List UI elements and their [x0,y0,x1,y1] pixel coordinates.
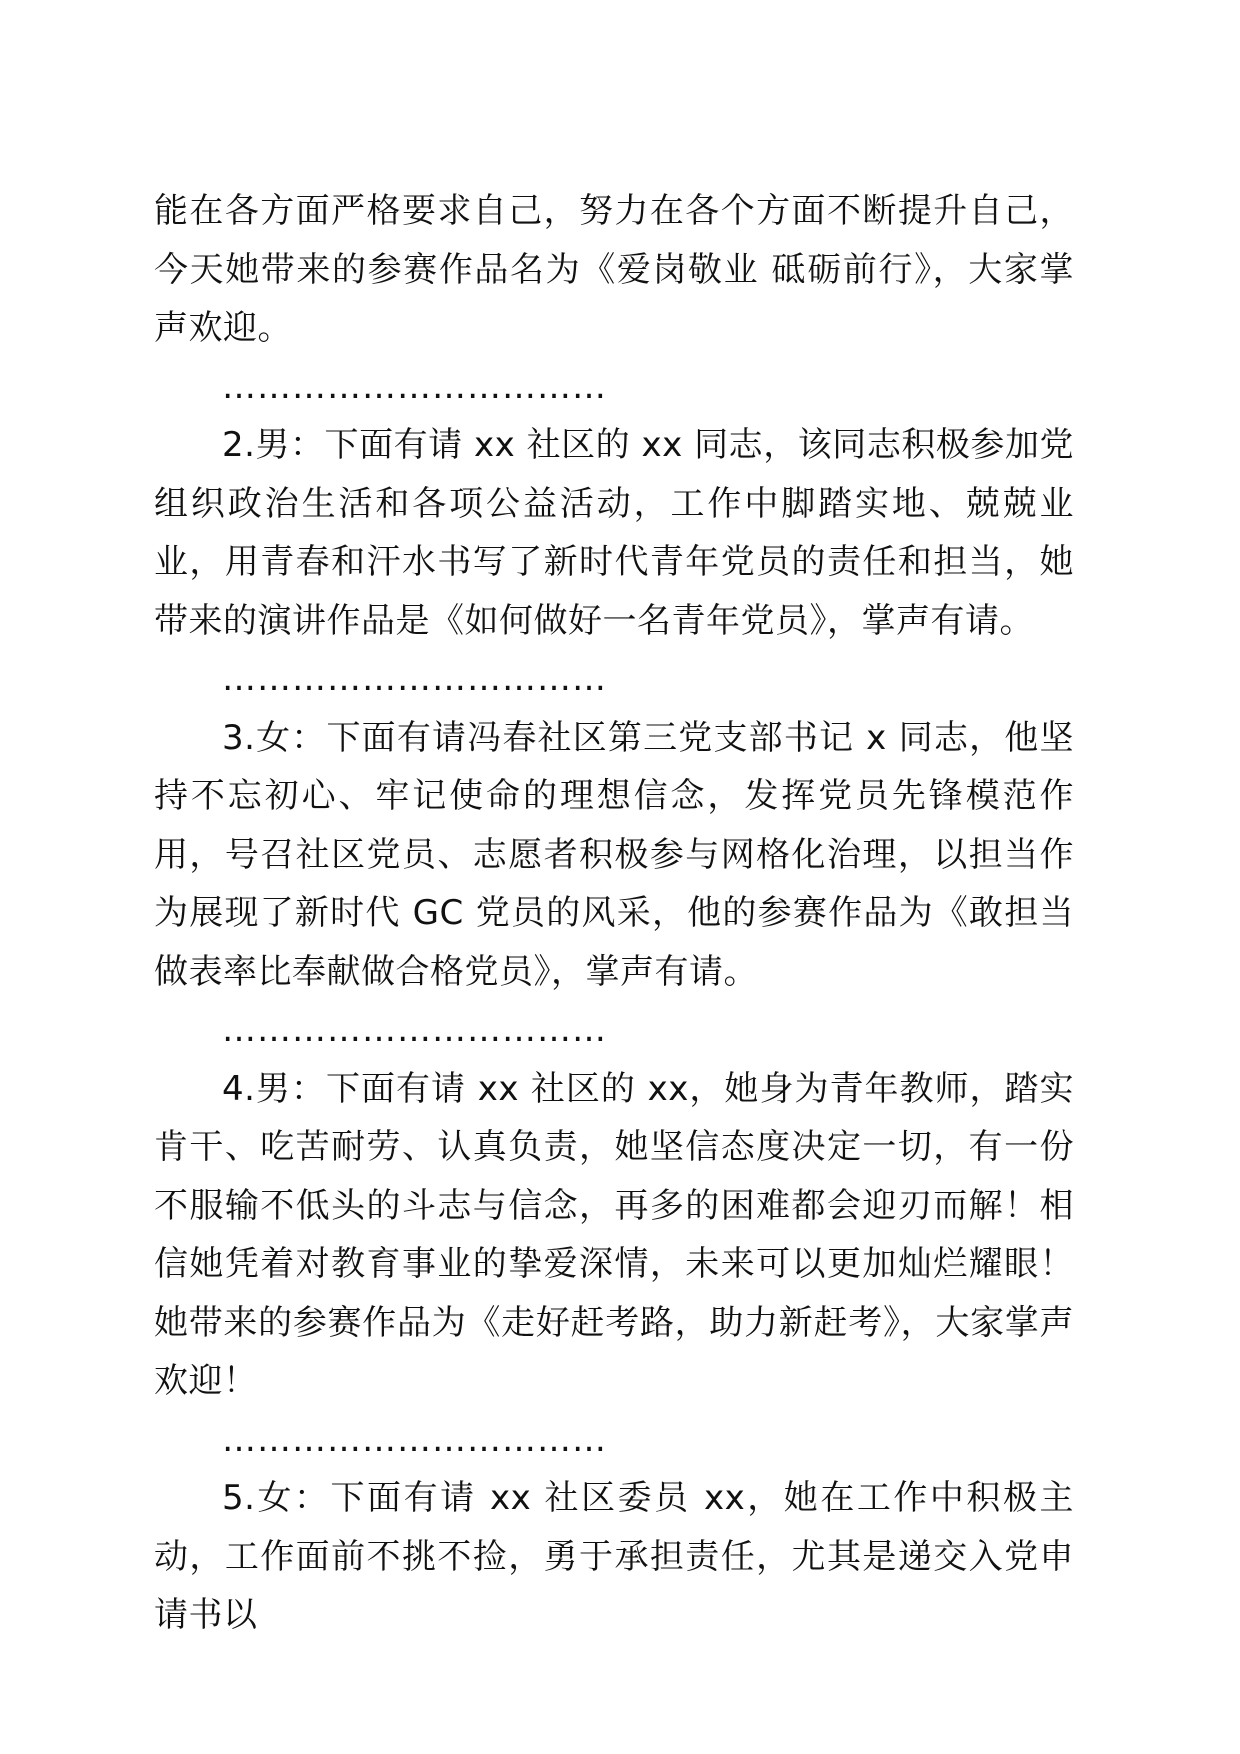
paragraph-item-2: 2.男：下面有请 xx 社区的 xx 同志，该同志积极参加党组织政治生活和各项公益活动，工作中脚踏实地、兢兢业业，用青春和汗水书写了新时代青年党员的责任和担当，她带来的演讲作品是《如何做好一名青年党员》，掌声有请。 [154,425,1074,641]
paragraph-item-5: 5.女：下面有请 xx 社区委员 xx，她在工作中积极主动，工作面前不挑不捡，勇于承担责任，尤其是递交入党申请书以 [154,1478,1074,1635]
dotted-separator: …………………………… [222,366,607,407]
dotted-separator: …………………………… [222,1419,607,1460]
paragraph-item-3: 3.女：下面有请冯春社区第三党支部书记 x 同志，他坚持不忘初心、牢记使命的理想信念，发挥党员先锋模范作用，号召社区党员、志愿者积极参与网格化治理，以担当作为展现了新时代 GC 党员的风采，他的参赛作品为《敢担当做表率比奉献做合格党员》，掌声有请。 [154,717,1074,992]
dotted-separator: …………………………… [222,659,607,699]
paragraph-item-4: 4.男：下面有请 xx 社区的 xx，她身为青年教师，踏实肯干、吃苦耐劳、认真负责，她坚信态度决定一切，有一份不服输不低头的斗志与信念，再多的困难都会迎刃而解！相信她凭着对教育事业的挚爱深情，未来可以更加灿烂耀眼！她带来的参赛作品为《走好赶考路，助力新赶考》，大家掌声欢迎！ [154,1068,1074,1401]
paragraph-intro-continuation: 能在各方面严格要求自己，努力在各个方面不断提升自己，今天她带来的参赛作品名为《爱岗敬业 砥砺前行》，大家掌声欢迎。 [154,191,1074,348]
document-body [154,182,1074,1645]
dotted-separator: …………………………… [222,1010,607,1050]
